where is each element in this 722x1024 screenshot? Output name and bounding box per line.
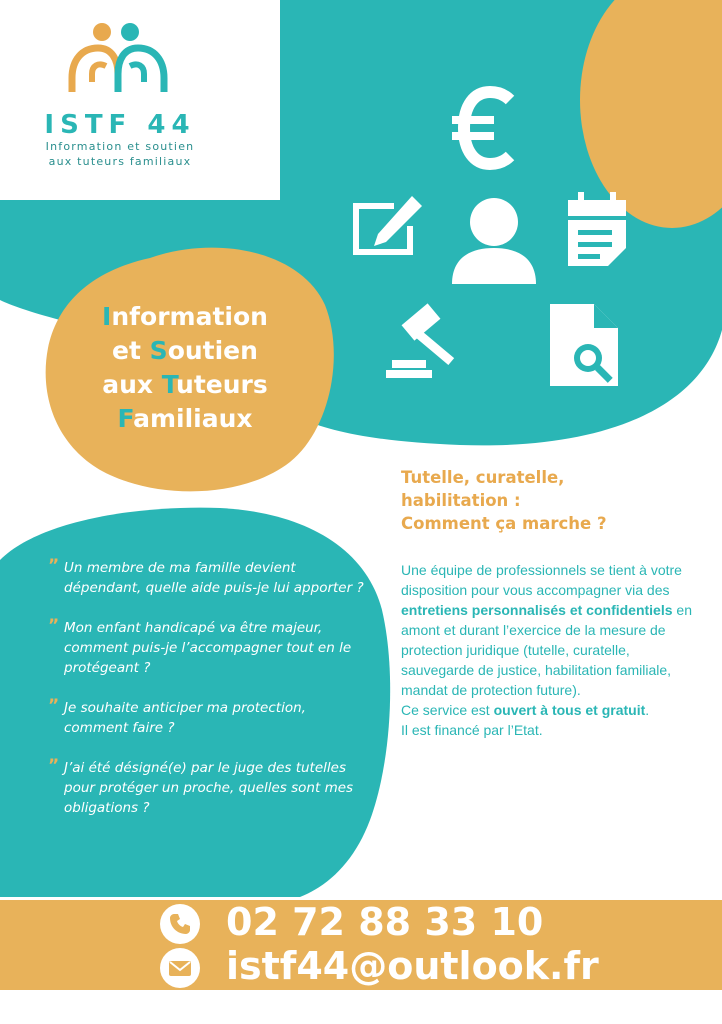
euro-icon bbox=[452, 86, 518, 170]
quote-text: Mon enfant handicapé va être majeur, comment puis-je l’accompagner tout en le protégeant ? bbox=[64, 620, 352, 676]
logo-tagline-line-1: Information et soutien bbox=[45, 140, 195, 153]
section-heading bbox=[401, 466, 701, 535]
body-part-4: . bbox=[645, 702, 650, 718]
quotes-list bbox=[48, 558, 368, 838]
body-emphasis-2: ouvert à tous et gratuit bbox=[493, 702, 646, 718]
body-part-5: Il est financé par l’Etat. bbox=[401, 722, 543, 738]
quote-item bbox=[48, 698, 368, 738]
quote-mark-icon: ” bbox=[48, 556, 60, 576]
gavel-icon bbox=[384, 298, 468, 382]
document-search-icon bbox=[548, 302, 626, 388]
body-part-1: Une équipe de professionnels se tient à votre disposition pour vous accompagner via des bbox=[401, 562, 682, 598]
body-emphasis-1: entretiens personnalisés et confidentiels bbox=[401, 602, 673, 618]
logo-icon bbox=[62, 20, 174, 100]
main-title bbox=[70, 300, 300, 436]
quote-item bbox=[48, 558, 368, 598]
email-address[interactable]: istf44@outlook.fr bbox=[226, 944, 599, 988]
title-line-4: Familiaux bbox=[117, 404, 253, 433]
section-body bbox=[401, 560, 701, 740]
envelope-icon bbox=[160, 948, 200, 988]
heading-line-3: Comment ça marche ? bbox=[401, 514, 607, 533]
heading-line-2: habilitation : bbox=[401, 491, 521, 510]
body-part-3: Ce service est bbox=[401, 702, 494, 718]
body-part-2: en amont et durant l’exercice de la mesure de protection juridique (tutelle, curatelle, sauvegarde de justice, habilitation familiale, mandat de protection future). bbox=[401, 602, 692, 698]
title-line-3: aux Tuteurs bbox=[102, 370, 268, 399]
heading-line-1: Tutelle, curatelle, bbox=[401, 468, 565, 487]
person-icon bbox=[448, 196, 540, 286]
calendar-icon bbox=[564, 192, 630, 268]
phone-icon bbox=[160, 904, 200, 944]
quote-text: J’ai été désigné(e) par le juge des tutelles pour protéger un proche, quelles sont mes obligations ? bbox=[64, 760, 354, 816]
logo-tagline-line-2: aux tuteurs familiaux bbox=[48, 155, 192, 168]
quote-item bbox=[48, 618, 368, 678]
edit-icon bbox=[350, 192, 424, 258]
phone-number[interactable]: 02 72 88 33 10 bbox=[226, 900, 544, 944]
quote-mark-icon: ” bbox=[48, 756, 60, 776]
title-line-2: et Soutien bbox=[112, 336, 258, 365]
quote-text: Je souhaite anticiper ma protection, comment faire ? bbox=[64, 700, 306, 736]
logo-name: ISTF 44 bbox=[44, 110, 196, 140]
logo-area bbox=[0, 0, 280, 200]
quote-mark-icon: ” bbox=[48, 696, 60, 716]
title-line-1: Information bbox=[102, 302, 268, 331]
quote-item bbox=[48, 758, 368, 818]
quote-text: Un membre de ma famille devient dépendant, quelle aide puis-je lui apporter ? bbox=[64, 560, 364, 596]
quote-mark-icon: ” bbox=[48, 616, 60, 636]
